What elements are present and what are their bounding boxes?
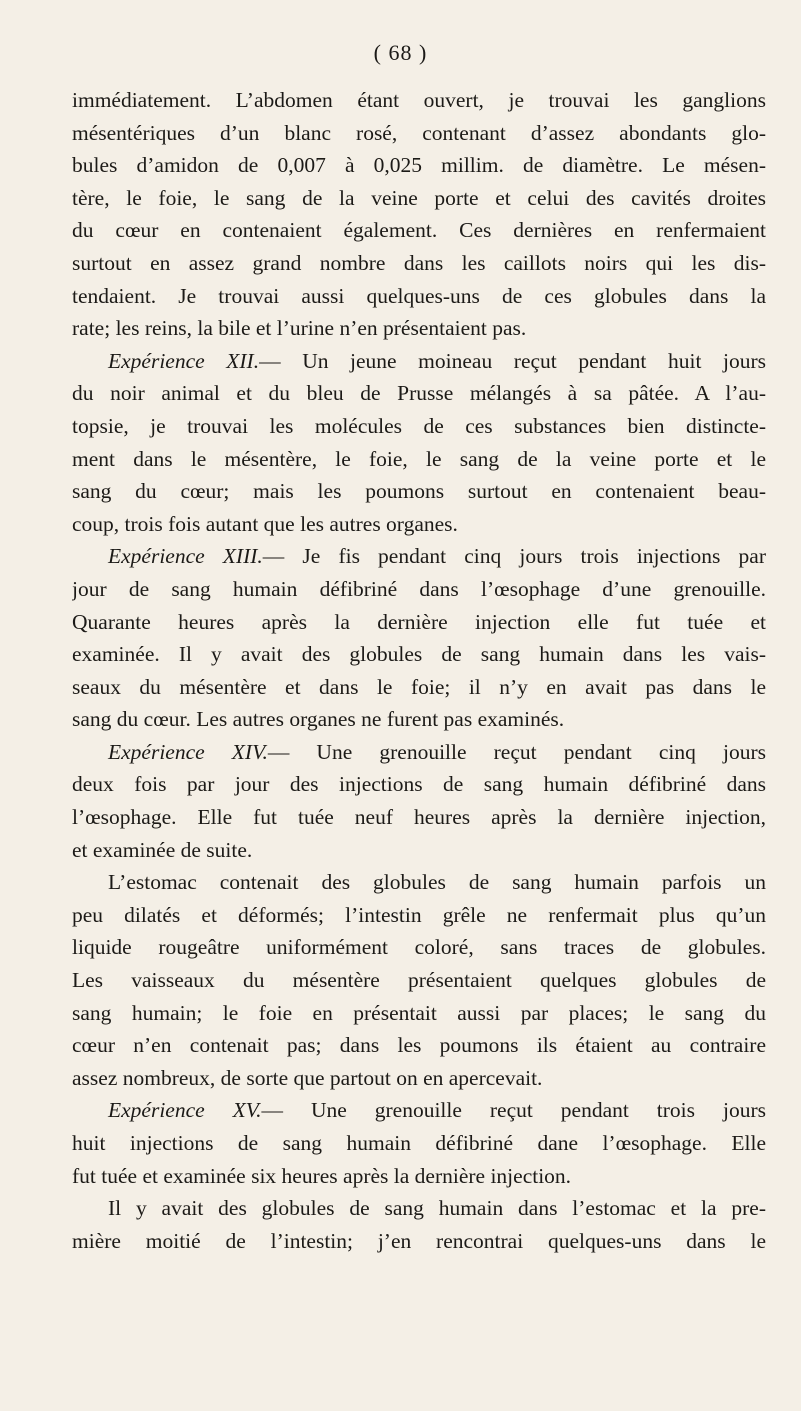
text-line [72,573,766,606]
text-line [72,834,766,867]
experiment-heading: Expérience XII. [108,348,260,373]
line-text: peu dilatés et déformés; l’intestin grêle ne renfermait plus qu’un [72,902,766,927]
text-line [72,1192,766,1225]
line-text: surtout en assez grand nombre dans les caillots noirs qui les dis- [72,250,766,275]
line-text: mésentériques d’un blanc rosé, contenant d’assez abondants glo- [72,120,766,145]
line-text: coup, trois fois autant que les autres organes. [72,511,458,536]
line-text: sang du cœur. Les autres organes ne furent pas examinés. [72,707,565,732]
text-line [72,931,766,964]
text-line [72,606,766,639]
text-line [72,540,766,573]
line-text: deux fois par jour des injections de sang humain défibriné dans [72,772,766,797]
line-text: mière moitié de l’intestin; j’en rencontrai quelques-uns dans le [72,1228,766,1253]
body-text [72,84,766,1257]
text-line [72,671,766,704]
experiment-heading: Expérience XV. [108,1098,262,1123]
text-line [72,899,766,932]
text-line [72,214,766,247]
page-number: ( 68 ) [373,40,428,65]
text-line [72,84,766,117]
line-text: Quarante heures après la dernière injection elle fut tuée et [72,609,766,634]
line-text: topsie, je trouvai les molécules de ces substances bien distincte- [72,413,766,438]
line-text: jour de sang humain défibriné dans l’œsophage d’une grenouille. [72,576,766,601]
line-text: fut tuée et examinée six heures après la dernière injection. [72,1163,572,1188]
line-text: liquide rougeâtre uniformément coloré, sans traces de globules. [72,935,766,960]
text-line [72,1029,766,1062]
line-text: — Je fis pendant cinq jours trois injections par [262,544,766,569]
text-line [72,345,766,378]
text-line [72,410,766,443]
text-line [72,768,766,801]
text-line [72,997,766,1030]
line-text: examinée. Il y avait des globules de sang humain dans les vais- [72,642,766,667]
line-text: assez nombreux, de sorte que partout on en apercevait. [72,1065,543,1090]
line-text: bules d’amidon de 0,007 à 0,025 millim. de diamètre. Le mésen- [72,153,766,178]
line-text: immédiatement. L’abdomen étant ouvert, je trouvai les ganglions [72,88,766,112]
line-text: du noir animal et du bleu de Prusse mélangés à sa pâtée. A l’au- [72,381,766,406]
text-line [72,247,766,280]
line-text: l’œsophage. Elle fut tuée neuf heures après la dernière injection, [72,805,766,830]
text-line [72,377,766,410]
text-line [72,801,766,834]
text-line [72,1160,766,1193]
text-line [72,280,766,313]
line-text: Les vaisseaux du mésentère présentaient quelques globules de [72,968,766,993]
text-line [72,182,766,215]
line-text: du cœur en contenaient également. Ces dernières en renfermaient [72,218,766,243]
text-line [72,1225,766,1258]
text-line [72,1127,766,1160]
text-line [72,638,766,671]
line-text: — Un jeune moineau reçut pendant huit jours [259,348,766,373]
line-text: Il y avait des globules de sang humain dans l’estomac et la pre- [108,1196,766,1221]
text-line [72,736,766,769]
line-text: — Une grenouille reçut pendant trois jours [261,1098,766,1123]
text-line [72,149,766,182]
line-text: — Une grenouille reçut pendant cinq jours [267,739,766,764]
experiment-heading: Expérience XIV. [108,739,268,764]
text-line [72,508,766,541]
line-text: sang humain; le foie en présentait aussi par places; le sang du [72,1000,766,1025]
text-line [72,475,766,508]
line-text: huit injections de sang humain défibriné dane l’œsophage. Elle [72,1131,766,1155]
text-line [72,703,766,736]
line-text: sang du cœur; mais les poumons surtout en contenaient beau- [72,479,766,504]
text-line [72,866,766,899]
line-text: et examinée de suite. [72,837,253,862]
text-line [72,117,766,150]
line-text: tendaient. Je trouvai aussi quelques-uns de ces globules dans la [72,283,766,308]
text-line [72,312,766,345]
line-text: seaux du mésentère et dans le foie; il n’y en avait pas dans le [72,674,766,699]
line-text: tère, le foie, le sang de la veine porte et celui des cavités droites [72,185,766,210]
line-text: rate; les reins, la bile et l’urine n’en présentaient pas. [72,316,527,341]
text-line [72,1062,766,1095]
text-line [72,1094,766,1127]
line-text: cœur n’en contenait pas; dans les poumons ils étaient au contraire [72,1033,766,1058]
text-line [72,443,766,476]
line-text: ment dans le mésentère, le foie, le sang de la veine porte et le [72,446,766,471]
line-text: L’estomac contenait des globules de sang humain parfois un [108,870,766,895]
text-line [72,964,766,997]
experiment-heading: Expérience XIII. [108,544,263,569]
